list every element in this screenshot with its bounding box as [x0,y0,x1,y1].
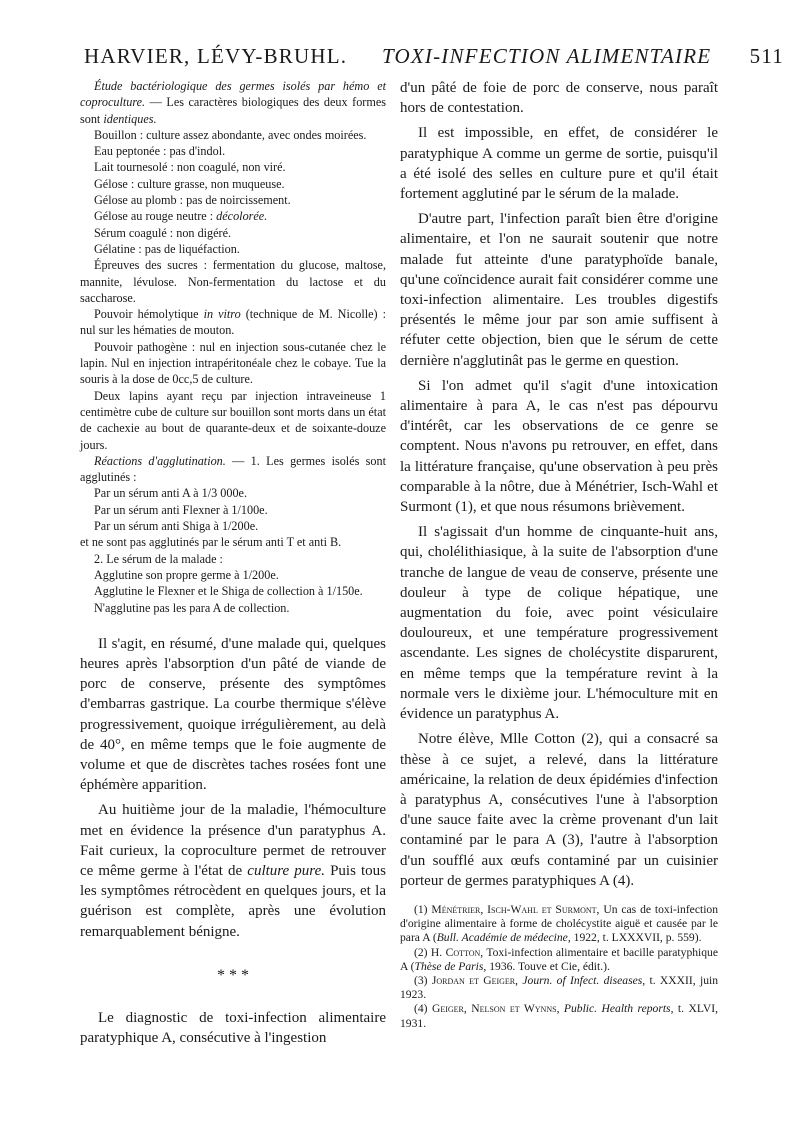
footnote-1-journal: Bull. Académie de médecine [436,931,568,945]
right-paragraph-4: Si l'on admet qu'il s'agit d'une intoxication alimentaire à para A, le cas n'est pas dépourvu d'intérêt, car les observations de ce genre se comptent. Nous n'avons pu retrouver, en effet, dans la littérature française, qu'une observation à peu près comparable à la nôtre, due à Ménétrier, Isch-Wahl et Surmont (1), et que nous résumons brièvement. [400,377,718,516]
header-authors: HARVIER, LÉVY-BRUHL. [84,44,348,68]
asterism: * * * [217,966,249,984]
etude-text: — Les caractères biologiques des deux formes sont [80,95,386,126]
page-number: 511 [749,44,784,68]
gelose-plomb-line: Gélose au plomb : pas de noircissement. [94,193,291,208]
reactions-text: — 1. Les germes isolés sont agglutinés : [80,453,386,485]
gelose-line: Gélose : culture grasse, non muqueuse. [94,176,285,191]
n-agglutine-line: N'agglutine pas les para A de collection. [94,600,290,615]
header-title: TOXI-INFECTION ALIMENTAIRE [382,44,712,68]
discussion-section [400,78,718,891]
serum-malade-line: 2. Le sérum de la malade : [94,551,223,566]
footnotes [400,903,718,1031]
etude-title: Étude bactériologique des germes isolés par hémo et coproculture. [80,79,386,110]
summary-section [80,634,386,942]
bouillon-line: Bouillon : culture assez abondante, avec ondes moirées. [94,127,367,142]
etude-identiques: identiques. [103,111,157,126]
etude-paragraph [80,78,386,127]
culture-pure: culture pure. [247,863,325,880]
agglutine-flexner-line: Agglutine le Flexner et le Shiga de collection à 1/150e. [94,584,363,599]
footnote-2: (2) H. Cotton, Toxi-infection alimentaire et bacille paratyphique A (Thèse de Paris, 1936. Touve et Cie, édit.). [400,945,719,973]
footnote-1: (1) Ménétrier, Isch-Wahl et Surmont, Un cas de toxi-infection d'origine alimentaire à forme de cholécystite aiguë et causée par le para A (Bull. Académie de médecine, 1922, t. LXXXVII, p. 559). [400,902,719,945]
agglutine-germe-line: Agglutine son propre germe à 1/200e. [94,567,279,582]
serum-line: Sérum coagulé : non digéré. [94,225,232,240]
hemolytique-text: Pouvoir hémolytique [94,307,204,322]
diagnostic-section [80,1008,386,1048]
huitieme-paragraph [80,800,386,941]
footnote-4-journal: Public. Health reports [563,1002,671,1016]
right-paragraph-2: Il est impossible, en effet, de considérer le paratyphique A comme un germe de sortie, puisqu'il a été isolé des selles en culture pure et qu'il était fortement agglutiné par le sérum de la malade. [400,125,718,203]
right-paragraph-5: Il s'agissait d'un homme de cinquante-huit ans, qui, cholélithiasique, à la suite de l'absorption d'une tranche de langue de veau de conserve, présente une douleur à type de colique hépatique, une augmentation du foie, avec point vésiculaire douloureux, et une température progressivement ascendante. Les signes de cholécystite disparurent, en même temps que la température revint à la normale vers le dixième jour. L'hémoculture mit en évidence un paratyphus A. [400,524,718,723]
gelose-rouge-text: Gélose au rouge neutre : [94,209,217,224]
hemolytique-paragraph [80,306,386,339]
sucres-paragraph: Épreuves des sucres : fermentation du glucose, maltose, mannite, lévulose. Non-fermentation du lactose et du saccharose. [80,258,386,305]
footnote-1-authors: Ménétrier, Isch-Wahl et Surmont [431,902,597,916]
gelatine-line: Gélatine : pas de liquéfaction. [94,241,240,256]
non-agglutines-line: et ne sont pas agglutinés par le sérum anti T et anti B. [80,535,342,550]
footnote-2-authors: H. Cotton [430,945,481,959]
pathogene-paragraph: Pouvoir pathogène : nul en injection sous-cutanée chez le lapin. Nul en injection intrapéritonéale chez le cobaye. Tue la souris à la dose de 0cc,5 de culture. [80,339,386,387]
gelose-rouge-result: décolorée. [216,209,268,224]
bacteriology-section [80,78,386,616]
footnote-4: (4) Geiger, Nelson et Wynns, Public. Health reports, t. XLVI, 1931. [400,1002,718,1030]
lapins-paragraph: Deux lapins ayant reçu par injection intraveineuse 1 centimètre cube de culture sur bouillon sont morts dans un état de cachexie au bout de quarante-deux et de soixante-douze jours. [80,388,386,452]
right-column [400,78,718,1031]
serum-a-line: Par un sérum anti A à 1/3 000e. [94,486,247,501]
footnote-4-authors: Geiger, Nelson et Wynns [431,1002,557,1016]
footnote-2-journal: Thèse de Paris [414,959,484,973]
hemolytique-in-vitro: in vitro [203,307,241,322]
resume-paragraph: Il s'agit, en résumé, d'une malade qui, quelques heures après l'absorption d'un pâté de viande de porc de conserve, présente des symptômes d'embarras gastrique. La courbe thermique s'élève progressivement, quoique irrégulièrement, au delà de 40°, en même temps que le foie augmente de volume et que de discrètes taches rosées font une éphémère apparition. [80,635,386,794]
huitieme-text: Au huitième jour de la maladie, l'hémoculture met en évidence la présence d'un paratyphus A. Fait curieux, la coproculture permet de retrouver ce même germe à l'état de [80,802,386,880]
right-paragraph-1: d'un pâté de foie de porc de conserve, nous paraît hors de contestation. [400,80,718,117]
serum-flexner-line: Par un sérum anti Flexner à 1/100e. [94,502,268,517]
footnote-3: (3) Jordan et Geiger, Journ. of Infect. diseases, t. XXXII, juin 1923. [400,973,719,1002]
reactions-paragraph [80,453,386,486]
reactions-title: Réactions d'agglutination. [94,453,226,468]
right-paragraph-6: Notre élève, Mlle Cotton (2), qui a consacré sa thèse à ce sujet, a relevé, dans la littérature américaine, la relation de deux épidémies d'infection à paratyphus A, consécutives l'une à l'absorption d'une sauce faite avec la crème provenant d'un lait contaminé par le para A (3), l'autre à l'absorption d'un soufflé aux œufs contaminé par un cuisinier porteur de germes paratyphiques A (4). [400,731,718,889]
left-column [80,78,386,1048]
eau-peptonee-line: Eau peptonée : pas d'indol. [94,144,226,159]
lait-line: Lait tournesolé : non coagulé, non viré. [94,160,286,175]
right-paragraph-3: D'autre part, l'infection paraît bien être d'origine alimentaire, et l'on ne saurait soutenir que notre malade fut atteinte d'une paratyphoïde banale, qu'une coïncidence aurait fait considérer comme une toxi-infection alimentaire. Les troubles digestifs présentés le même jour par son amie suffisent à réfuter cette objection, bien que le sérum de cette dernière n'agglutinât pas le germe en question. [400,211,718,369]
footnote-3-journal: Journ. of Infect. diseases [522,973,643,987]
gelose-rouge-line [80,208,386,224]
diagnostic-paragraph: Le diagnostic de toxi-infection alimentaire paratyphique A, consécutive à l'ingestion [80,1009,386,1047]
serum-shiga-line: Par un sérum anti Shiga à 1/200e. [94,519,259,534]
hemolytique-result: (technique de M. Nicolle) : nul sur les hématies de mouton. [80,307,387,338]
footnote-3-authors: Jordan et Geiger [431,973,516,987]
huitieme-text-end: Puis tous les symptômes rétrocèdent en quelques jours, et la guérison est complète, après une évolution remarquablement bénigne. [80,863,386,940]
running-header [84,44,784,74]
